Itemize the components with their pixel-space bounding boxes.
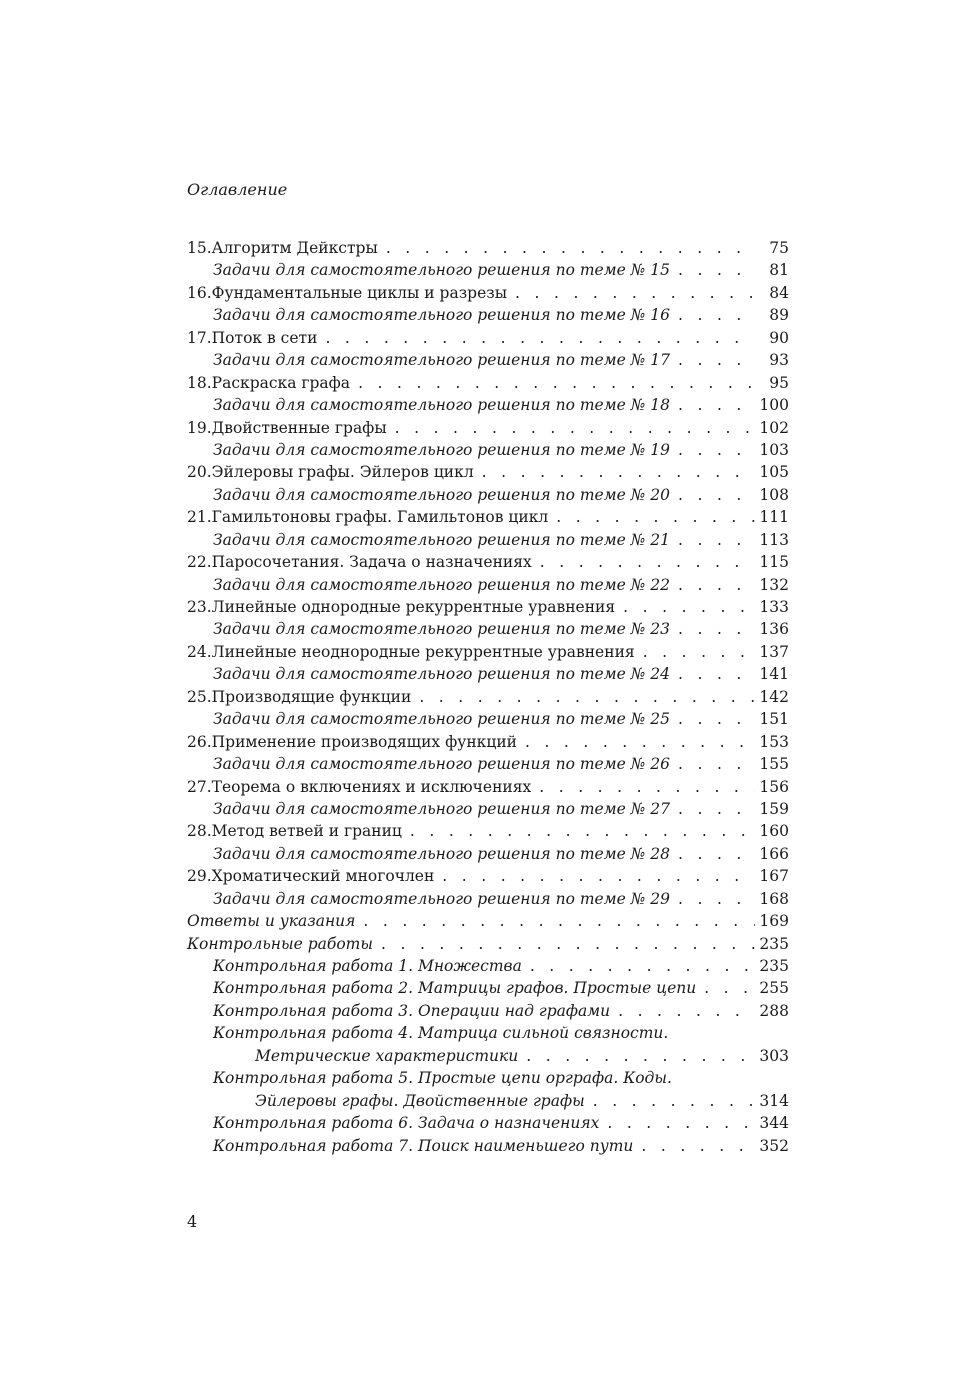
dot-leader bbox=[378, 237, 755, 259]
dot-leader bbox=[696, 977, 755, 999]
entry-title: Контрольная работа 4. Матрица сильной связности. bbox=[213, 1024, 669, 1043]
toc-subentry[interactable] bbox=[187, 529, 789, 551]
entry-title: Контрольная работа 6. Задача о назначениях bbox=[213, 1114, 600, 1133]
dot-leader bbox=[635, 641, 755, 663]
entry-page: 115 bbox=[759, 553, 789, 572]
toc-subentry[interactable] bbox=[187, 1000, 789, 1022]
dot-leader bbox=[517, 731, 755, 753]
dot-leader bbox=[531, 776, 755, 798]
dot-leader bbox=[373, 933, 755, 955]
toc-subentry[interactable] bbox=[187, 394, 789, 416]
toc-subentry[interactable] bbox=[187, 1135, 789, 1157]
entry-page: 153 bbox=[759, 732, 789, 751]
entry-title: Эйлеровы графы. Эйлеров цикл bbox=[211, 463, 474, 482]
dot-leader bbox=[633, 1135, 755, 1157]
toc-entry[interactable] bbox=[187, 686, 789, 708]
entry-page: 303 bbox=[759, 1046, 789, 1065]
entry-title: Задачи для самостоятельного решения по теме № 27 bbox=[213, 799, 671, 818]
entry-page: 156 bbox=[759, 777, 789, 796]
entry-number: 29. bbox=[187, 867, 212, 886]
entry-title: Двойственные графы bbox=[211, 418, 387, 437]
entry-page: 103 bbox=[759, 440, 789, 459]
dot-leader bbox=[507, 282, 755, 304]
entry-number: 20. bbox=[187, 463, 212, 482]
dot-leader bbox=[670, 304, 755, 326]
entry-title: Задачи для самостоятельного решения по теме № 24 bbox=[213, 665, 671, 684]
entry-title: Задачи для самостоятельного решения по теме № 19 bbox=[213, 440, 671, 459]
entry-page: 169 bbox=[759, 912, 789, 931]
entry-page: 108 bbox=[759, 485, 789, 504]
dot-leader bbox=[518, 1045, 755, 1067]
toc-subentry-wrapped-first[interactable] bbox=[187, 1022, 789, 1044]
dot-leader bbox=[585, 1090, 755, 1112]
dot-leader bbox=[355, 910, 755, 932]
entry-page: 288 bbox=[759, 1001, 789, 1020]
entry-title: Ответы и указания bbox=[187, 912, 356, 931]
entry-title: Задачи для самостоятельного решения по теме № 18 bbox=[213, 396, 671, 415]
toc-entry[interactable] bbox=[187, 776, 789, 798]
toc-subentry[interactable] bbox=[187, 1112, 789, 1134]
entry-title: Эйлеровы графы. Двойственные графы bbox=[255, 1091, 585, 1110]
entry-number: 21. bbox=[187, 508, 212, 527]
entry-page: 89 bbox=[769, 306, 789, 325]
entry-title: Теорема о включениях и исключениях bbox=[211, 777, 532, 796]
toc-subentry[interactable] bbox=[187, 955, 789, 977]
entry-page: 84 bbox=[769, 283, 789, 302]
entry-page: 159 bbox=[759, 799, 789, 818]
toc-entry[interactable] bbox=[187, 596, 789, 618]
toc-entry[interactable] bbox=[187, 372, 789, 394]
entry-title: Задачи для самостоятельного решения по теме № 29 bbox=[213, 889, 671, 908]
page-number: 4 bbox=[187, 1212, 198, 1231]
entry-title: Задачи для самостоятельного решения по теме № 28 bbox=[213, 844, 671, 863]
dot-leader bbox=[599, 1112, 755, 1134]
dot-leader bbox=[434, 865, 755, 887]
dot-leader bbox=[522, 955, 755, 977]
entry-page: 132 bbox=[759, 575, 789, 594]
toc-subentry[interactable] bbox=[187, 663, 789, 685]
toc-entry-answers[interactable] bbox=[187, 910, 789, 932]
entry-page: 352 bbox=[759, 1136, 789, 1155]
entry-page: 95 bbox=[769, 373, 789, 392]
entry-page: 255 bbox=[759, 979, 789, 998]
entry-title: Задачи для самостоятельного решения по теме № 20 bbox=[213, 485, 671, 504]
toc-subentry[interactable] bbox=[187, 843, 789, 865]
entry-page: 314 bbox=[759, 1091, 789, 1110]
entry-title: Контрольная работа 3. Операции над графами bbox=[213, 1001, 611, 1020]
entry-title: Раскраска графа bbox=[211, 373, 351, 392]
toc-entry[interactable] bbox=[187, 641, 789, 663]
entry-number: 18. bbox=[187, 373, 212, 392]
entry-title: Гамильтоновы графы. Гамильтонов цикл bbox=[211, 508, 549, 527]
entry-number: 17. bbox=[187, 328, 212, 347]
toc-entry[interactable] bbox=[187, 237, 789, 259]
dot-leader bbox=[402, 820, 755, 842]
entry-title: Задачи для самостоятельного решения по теме № 16 bbox=[213, 306, 671, 325]
entry-number: 19. bbox=[187, 418, 212, 437]
entry-title: Задачи для самостоятельного решения по теме № 15 bbox=[213, 261, 671, 280]
dot-leader bbox=[670, 484, 755, 506]
dot-leader bbox=[670, 843, 755, 865]
entry-page: 167 bbox=[759, 867, 789, 886]
entry-number: 28. bbox=[187, 822, 212, 841]
entry-title: Линейные неоднородные рекуррентные уравнения bbox=[211, 642, 635, 661]
toc-subentry-wrapped-first[interactable] bbox=[187, 1067, 789, 1089]
entry-page: 166 bbox=[759, 844, 789, 863]
entry-title: Поток в сети bbox=[211, 328, 318, 347]
dot-leader bbox=[670, 574, 755, 596]
entry-title: Задачи для самостоятельного решения по теме № 21 bbox=[213, 530, 671, 549]
dot-leader bbox=[411, 686, 755, 708]
entry-page: 137 bbox=[759, 642, 789, 661]
dot-leader bbox=[615, 596, 755, 618]
entry-page: 151 bbox=[759, 710, 789, 729]
toc-entry[interactable] bbox=[187, 865, 789, 887]
dot-leader bbox=[670, 259, 755, 281]
toc-subentry[interactable] bbox=[187, 708, 789, 730]
toc-subentry[interactable] bbox=[187, 349, 789, 371]
entry-title: Метрические характеристики bbox=[255, 1046, 519, 1065]
entry-page: 142 bbox=[759, 687, 789, 706]
toc-entry[interactable] bbox=[187, 551, 789, 573]
toc-subentry[interactable] bbox=[187, 618, 789, 640]
entry-number: 16. bbox=[187, 283, 212, 302]
entry-page: 160 bbox=[759, 822, 789, 841]
entry-title: Производящие функции bbox=[211, 687, 412, 706]
entry-title: Применение производящих функций bbox=[211, 732, 517, 751]
entry-page: 105 bbox=[759, 463, 789, 482]
entry-number: 15. bbox=[187, 239, 212, 257]
dot-leader bbox=[670, 529, 755, 551]
dot-leader bbox=[670, 439, 755, 461]
entry-page: 168 bbox=[759, 889, 789, 908]
dot-leader bbox=[670, 618, 755, 640]
toc-subentry[interactable] bbox=[187, 574, 789, 596]
entry-title: Алгоритм Дейкстры bbox=[211, 239, 378, 257]
toc-entry[interactable] bbox=[187, 327, 789, 349]
entry-page: 113 bbox=[759, 530, 789, 549]
entry-title: Линейные однородные рекуррентные уравнения bbox=[211, 598, 616, 616]
entry-page: 235 bbox=[759, 957, 789, 975]
entry-page: 344 bbox=[759, 1114, 789, 1133]
entry-title: Задачи для самостоятельного решения по теме № 26 bbox=[213, 755, 671, 774]
dot-leader bbox=[474, 461, 755, 483]
toc-entry-tests[interactable] bbox=[187, 933, 789, 955]
entry-title: Контрольная работа 5. Простые цепи орграфа. Коды. bbox=[213, 1069, 672, 1088]
entry-title: Паросочетания. Задача о назначениях bbox=[211, 553, 532, 572]
entry-page: 81 bbox=[769, 261, 789, 280]
entry-page: 93 bbox=[769, 351, 789, 370]
entry-number: 23. bbox=[187, 598, 212, 616]
entry-title: Контрольная работа 1. Множества bbox=[213, 957, 522, 975]
dot-leader bbox=[670, 708, 755, 730]
dot-leader bbox=[610, 1000, 755, 1022]
toc-subentry[interactable] bbox=[187, 484, 789, 506]
toc-entry[interactable] bbox=[187, 417, 789, 439]
entry-title: Задачи для самостоятельного решения по теме № 22 bbox=[213, 575, 671, 594]
entry-page: 102 bbox=[759, 418, 789, 437]
dot-leader bbox=[350, 372, 755, 394]
dot-leader bbox=[670, 349, 755, 371]
entry-title: Фундаментальные циклы и разрезы bbox=[211, 283, 508, 302]
toc-entry[interactable] bbox=[187, 282, 789, 304]
toc-subentry[interactable] bbox=[187, 439, 789, 461]
toc-entry[interactable] bbox=[187, 506, 789, 528]
entry-title: Задачи для самостоятельного решения по теме № 23 bbox=[213, 620, 671, 639]
entry-page: 111 bbox=[759, 508, 789, 527]
entry-title: Контрольная работа 2. Матрицы графов. Простые цепи bbox=[213, 979, 697, 998]
entry-page: 75 bbox=[769, 239, 789, 257]
dot-leader bbox=[670, 798, 755, 820]
dot-leader bbox=[670, 753, 755, 775]
entry-number: 25. bbox=[187, 687, 212, 706]
toc-entry[interactable] bbox=[187, 731, 789, 753]
running-head: Оглавление bbox=[187, 180, 288, 199]
dot-leader bbox=[670, 888, 755, 910]
dot-leader bbox=[532, 551, 755, 573]
entry-title: Контрольная работа 7. Поиск наименьшего пути bbox=[213, 1136, 634, 1155]
entry-title: Задачи для самостоятельного решения по теме № 25 bbox=[213, 710, 671, 729]
dot-leader bbox=[387, 417, 755, 439]
dot-leader bbox=[670, 394, 755, 416]
toc-subentry[interactable] bbox=[187, 753, 789, 775]
toc-subentry[interactable] bbox=[187, 888, 789, 910]
entry-number: 22. bbox=[187, 553, 212, 572]
entry-number: 26. bbox=[187, 732, 212, 751]
dot-leader bbox=[317, 327, 755, 349]
entry-page: 136 bbox=[759, 620, 789, 639]
dot-leader bbox=[548, 506, 755, 528]
entry-number: 24. bbox=[187, 642, 212, 661]
toc-subentry[interactable] bbox=[187, 259, 789, 281]
dot-leader bbox=[670, 663, 755, 685]
toc-entry[interactable] bbox=[187, 461, 789, 483]
entry-page: 90 bbox=[769, 328, 789, 347]
toc-subentry-wrapped-cont[interactable] bbox=[187, 1090, 789, 1112]
entry-title: Контрольные работы bbox=[187, 934, 374, 953]
toc-subentry[interactable] bbox=[187, 304, 789, 326]
toc-subentry[interactable] bbox=[187, 977, 789, 999]
entry-page: 100 bbox=[759, 396, 789, 415]
entry-page: 155 bbox=[759, 755, 789, 774]
table-of-contents bbox=[187, 237, 789, 1157]
toc-subentry[interactable] bbox=[187, 798, 789, 820]
entry-title: Метод ветвей и границ bbox=[211, 822, 402, 841]
toc-entry[interactable] bbox=[187, 820, 789, 842]
entry-title: Задачи для самостоятельного решения по теме № 17 bbox=[213, 351, 671, 370]
entry-page: 235 bbox=[759, 934, 789, 953]
toc-subentry-wrapped-cont[interactable] bbox=[187, 1045, 789, 1067]
entry-number: 27. bbox=[187, 777, 212, 796]
entry-page: 141 bbox=[759, 665, 789, 684]
entry-page: 133 bbox=[759, 598, 789, 616]
entry-title: Хроматический многочлен bbox=[211, 867, 435, 886]
